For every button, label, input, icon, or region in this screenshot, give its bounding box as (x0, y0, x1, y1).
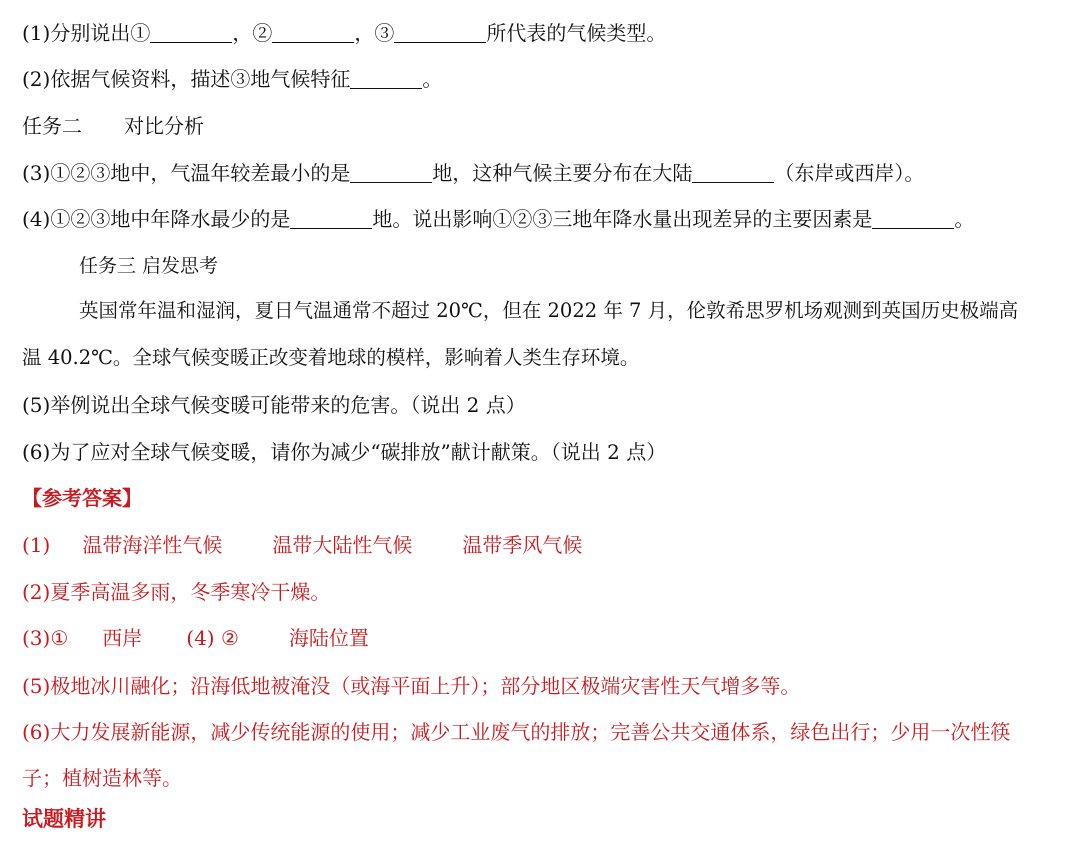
task-2-heading (22, 113, 204, 139)
answer-5 (22, 673, 800, 699)
answer-2 (22, 579, 330, 605)
q3-blank-1[interactable] (350, 162, 432, 183)
task-3-heading (79, 253, 218, 279)
q5-text: (5)举例说出全球气候变暖可能带来的危害。（说出 2 点） (22, 393, 526, 417)
q1-sep-1: ，② (232, 21, 273, 45)
task-2-label: 任务二 (22, 114, 82, 138)
answer-6-line-2 (22, 765, 182, 791)
answer-3-4 (22, 625, 369, 651)
answer-1 (22, 532, 582, 558)
passage-text-1: 英国常年温和湿润，夏日气温通常不超过 20℃，但在 2022 年 7 月，伦敦希思罗机场观测到英国历史极端高 (79, 299, 1019, 322)
q3-prefix: (3)①②③地中，气温年较差最小的是 (22, 161, 351, 185)
q3-blank-2[interactable] (692, 162, 774, 183)
a6-text-1: (6)大力发展新能源，减少传统能源的使用；减少工业废气的排放；完善公共交通体系，绿色出行；少用一次性筷 (22, 720, 1011, 744)
a1-item-1: 温带海洋性气候 (82, 533, 223, 557)
q1-sep-2: ，③ (354, 21, 395, 45)
q4-blank-1[interactable] (290, 208, 372, 229)
q4-mid: 地。说出影响①②③三地年降水量出现差异的主要因素是 (372, 207, 873, 231)
a1-item-2: 温带大陆性气候 (272, 533, 413, 557)
q1-blank-2[interactable] (272, 22, 354, 43)
task-3-title: 任务三 启发思考 (79, 255, 219, 277)
question-1 (22, 20, 666, 46)
q2-blank[interactable] (350, 68, 422, 89)
question-5 (22, 392, 526, 418)
q2-suffix: 。 (422, 67, 443, 91)
passage-line-1 (79, 298, 1018, 324)
a3-value: 西岸 (102, 626, 143, 650)
q2-prefix: (2)依据气候资料，描述③地气候特征 (22, 67, 351, 91)
passage-text-2: 温 40.2℃。全球气候变暖正改变着地球的模样，影响着人类生存环境。 (22, 346, 640, 369)
section-title (22, 806, 106, 832)
q4-prefix: (4)①②③地中年降水最少的是 (22, 207, 291, 231)
q4-suffix: 。 (954, 207, 975, 231)
a2-text: (2)夏季高温多雨，冬季寒冷干燥。 (22, 580, 331, 604)
q1-suffix: 所代表的气候类型。 (486, 21, 667, 45)
question-3 (22, 160, 924, 186)
a1-item-3: 温带季风气候 (462, 533, 583, 557)
task-2-title: 对比分析 (124, 114, 204, 138)
question-6 (22, 439, 666, 465)
a4-value: 海陆位置 (288, 626, 369, 650)
q1-blank-1[interactable] (150, 22, 232, 43)
answer-6-line-1 (22, 719, 1010, 745)
a3-label: (3)① (22, 626, 69, 650)
answers-heading (22, 485, 142, 511)
q6-text: (6)为了应对全球气候变暖，请你为减少“碳排放”献计献策。（说出 2 点） (22, 440, 667, 464)
a5-text: (5)极地冰川融化；沿海低地被淹没（或海平面上升）；部分地区极端灾害性天气增多等。 (22, 674, 801, 698)
q3-suffix: （东岸或西岸）。 (774, 161, 925, 185)
answers-heading-text: 【参考答案】 (22, 486, 142, 510)
a6-text-2: 子；植树造林等。 (22, 766, 182, 790)
a1-label: (1) (22, 533, 51, 557)
q3-mid: 地，这种气候主要分布在大陆 (432, 161, 693, 185)
question-4 (22, 206, 974, 232)
q1-prefix: (1)分别说出① (22, 21, 151, 45)
q4-blank-2[interactable] (872, 208, 954, 229)
a4-label: (4) ② (186, 626, 239, 650)
question-2 (22, 66, 442, 92)
passage-line-2 (22, 345, 639, 371)
section-title-text: 试题精讲 (22, 807, 106, 831)
q1-blank-3[interactable] (394, 22, 486, 43)
